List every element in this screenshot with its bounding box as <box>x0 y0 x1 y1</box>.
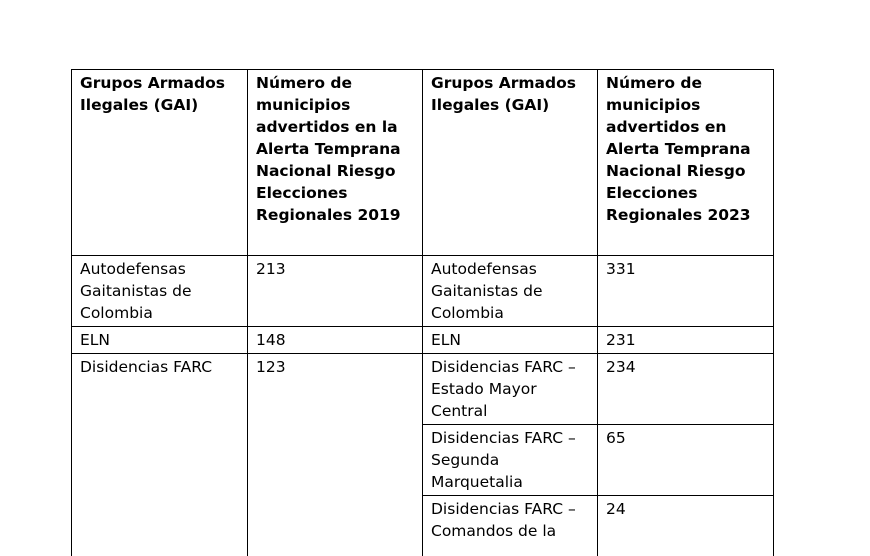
cell-gai-2019: Disidencias FARC <box>72 354 248 556</box>
cell-count-2023: 65 <box>598 425 774 496</box>
cell-gai-2019: Autodefensas Gaitanistas de Colombia <box>72 256 248 327</box>
cell-count-2023: 331 <box>598 256 774 327</box>
cell-count-2019: 148 <box>248 327 423 354</box>
cell-gai-2023: Autodefensas Gaitanistas de Colombia <box>423 256 598 327</box>
header-gai-2019: Grupos Armados Ilegales (GAI) <box>72 70 248 256</box>
cell-gai-2019: ELN <box>72 327 248 354</box>
cell-gai-2023: Disidencias FARC – Estado Mayor Central <box>423 354 598 425</box>
header-row <box>72 70 774 256</box>
cell-gai-2023: ELN <box>423 327 598 354</box>
header-count-2019: Número de municipios advertidos en la Alerta Temprana Nacional Riesgo Elecciones Regionales 2019 <box>248 70 423 256</box>
cell-gai-2023: Disidencias FARC – Segunda Marquetalia <box>423 425 598 496</box>
cell-gai-2023: Disidencias FARC – Comandos de la <box>423 496 598 556</box>
cell-count-2023: 24 <box>598 496 774 556</box>
table-row <box>72 256 774 327</box>
gai-comparison-table <box>71 69 774 556</box>
header-count-2023: Número de municipios advertidos en Alerta Temprana Nacional Riesgo Elecciones Regionales 2023 <box>598 70 774 256</box>
table-row <box>72 327 774 354</box>
cell-count-2023: 231 <box>598 327 774 354</box>
cell-count-2023: 234 <box>598 354 774 425</box>
cell-count-2019: 123 <box>248 354 423 556</box>
header-gai-2023: Grupos Armados Ilegales (GAI) <box>423 70 598 256</box>
table-row <box>72 354 774 425</box>
cell-count-2019: 213 <box>248 256 423 327</box>
